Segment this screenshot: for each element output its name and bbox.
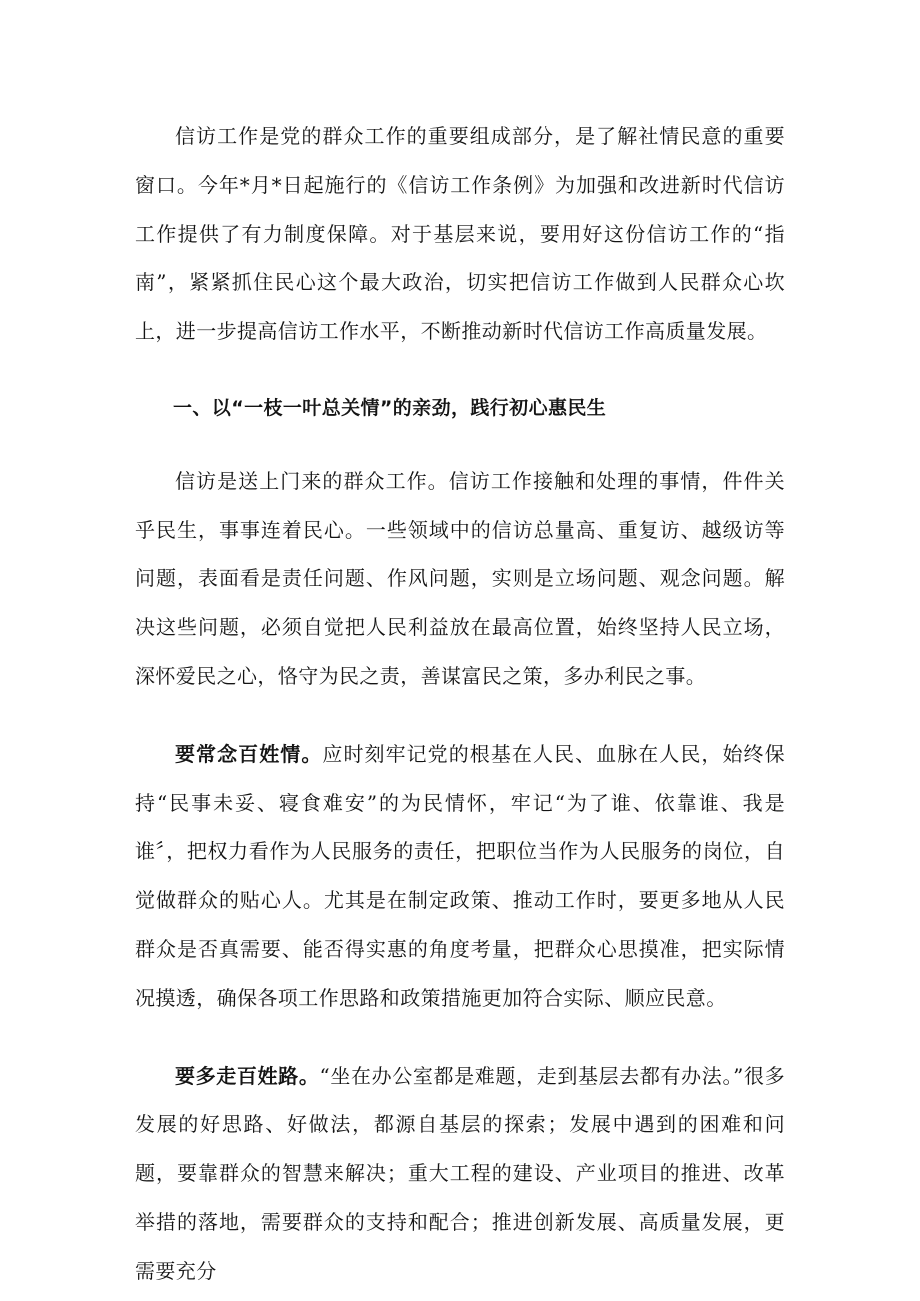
intro-paragraph: 信访工作是党的群众工作的重要组成部分，是了解社情民意的重要窗口。今年*月*日起施行的《信访工作条例》为加强和改进新时代信访工作提供了有力制度保障。对于基层来说，要用好这份信访工作的“指南”，紧紧抓住民心这个最大政治，切实把信访工作做到人民群众心坎上，进一步提高信访工作水平，不断推动新时代信访工作高质量发展。 bbox=[135, 124, 785, 344]
paragraph-lead: 要常念百姓情。 bbox=[175, 741, 323, 766]
body-paragraph-common-feelings bbox=[135, 730, 785, 1023]
paragraph-lead: 要多走百姓路。 bbox=[175, 1063, 320, 1088]
document-body bbox=[135, 112, 785, 1296]
body-paragraph-grassroots bbox=[135, 1052, 785, 1296]
paragraph-text: 应时刻牢记党的根基在人民、血脉在人民，始终保持“民事未妥、寝食难安”的为民情怀，牢记“为了谁、依靠谁、我是谁〞，把权力看作为人民服务的责任，把职位当作为人民服务的岗位，自觉做群众的贴心人。尤其是在制定政策、推动工作时，要更多地从人民群众是否真需要、能否得实惠的角度考量，把群众心思摸准，把实际情况摸透，确保各项工作思路和政策措施更加符合实际、顺应民意。 bbox=[135, 741, 785, 1010]
section-heading: 一、以“一枝一叶总关情”的亲劲，践行初心惠民生 bbox=[173, 396, 607, 419]
paragraph-text: “坐在办公室都是难题，走到基层去都有办法。”很多发展的好思路、好做法，都源自基层的探索；发展中遇到的困难和问题，要靠群众的智慧来解决；重大工程的建设、产业项目的推进、改革举措的落地，需要群众的支持和配合；推进创新发展、高质量发展，更需要充分 bbox=[135, 1063, 785, 1283]
body-paragraph: 信访是送上门来的群众工作。信访工作接触和处理的事情，件件关乎民生，事事连着民心。一些领域中的信访总量高、重复访、越级访等问题，表面看是责任问题、作风问题，实则是立场问题、观念问题。解决这些问题，必须自觉把人民利益放在最高位置，始终坚持人民立场，深怀爱民之心，恪守为民之责，善谋富民之策，多办利民之事。 bbox=[135, 468, 785, 688]
